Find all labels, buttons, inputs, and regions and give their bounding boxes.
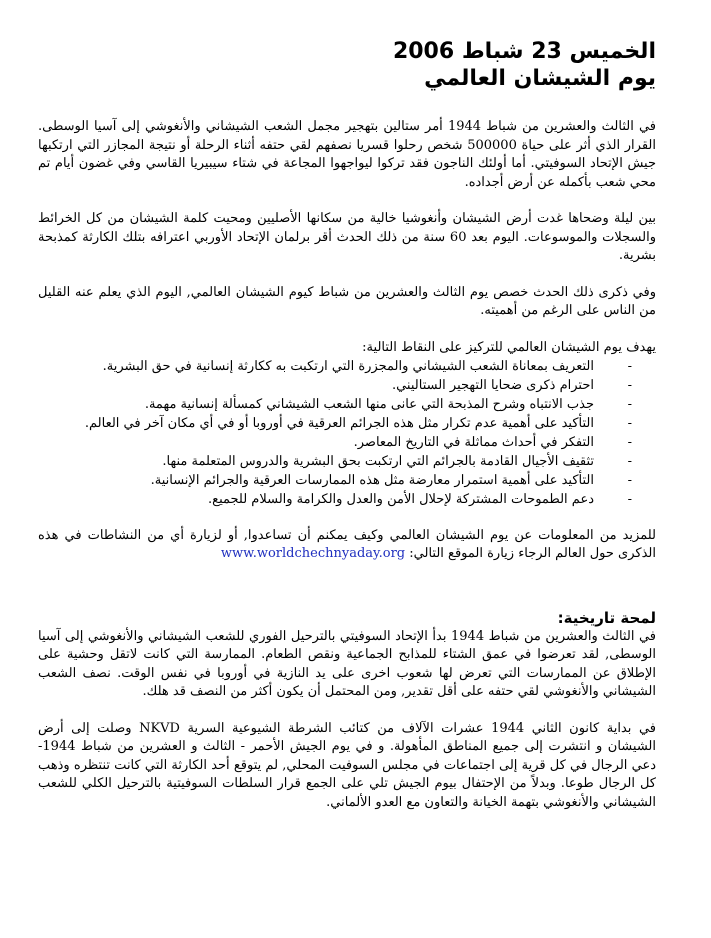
header	[38, 38, 656, 92]
goals-intro: يهدف يوم الشيشان العالمي للتركيز على النقاط التالية:	[362, 339, 656, 355]
goal-item	[38, 414, 632, 433]
intro-paragraph-1: في الثالث والعشرين من شباط 1944 أمر ستالين بتهجير مجمل الشعب الشيشاني والأنغوشي إلى آسيا الوسطى. القرار الذي أثر على حياة 500000 شخص رحلوا قسريا نصفهم لقي حتفه أثناء الرحلة أو نتيجة المجازر التي ارتكبها جيش الإتحاد السوفيتي. أما أولئك الناجون فقد تركوا ليواجهوا المجاعة في شتاء سيبيريا القاسي وفي غضون أيام تم محي شعب بأكمله عن أرض أجداده.	[38, 119, 656, 190]
bullet-dash: -	[627, 453, 632, 469]
goal-item	[38, 452, 632, 471]
intro-paragraph-3: وفي ذكرى ذلك الحدث خصص يوم الثالث والعشرين من شباط كيوم الشيشان العالمي, اليوم الذي يعلم عنه القليل من الناس على الرغم من أهميته.	[38, 284, 656, 318]
goal-text: التعريف بمعاناة الشعب الشيشاني والمجزرة التي ارتكبت به ككارثة إنسانية في حق البشرية.	[102, 358, 594, 374]
goal-text: جذب الانتباه وشرح المذبحة التي عانى منها الشعب الشيشاني كمسألة إنسانية مهمة.	[144, 396, 594, 412]
goal-item	[38, 357, 632, 376]
goal-item	[38, 376, 632, 395]
intro-paragraph-2: بين ليلة وضحاها غدت أرض الشيشان وأنغوشيا خالية من سكانها الأصليين ومحيت كلمة الشيشان من كل الخرائط والسجلات والموسوعات. اليوم بعد 60 سنة من ذلك الحدث أقر برلمان الإتحاد الأوربي اعترافه بتلك الكارثة كمذبحة بشرية.	[38, 211, 656, 263]
goal-text: التأكيد على أهمية عدم تكرار مثل هذه الجرائم العرقية في أوروبا أو في أي مكان آخر في العالم.	[84, 415, 594, 431]
bullet-dash: -	[627, 358, 632, 374]
bullet-dash: -	[627, 434, 632, 450]
more-info-label: للمزيد من المعلومات عن يوم الشيشان العالمي وكيف يمكنم أن تساعدوا, أو لزيارة أي من النشاطات في هذه الذكرى حول العالم الرجاء زيارة الموقع التالي:	[38, 527, 656, 561]
goal-text: تثقيف الأجيال القادمة بالجرائم التي ارتكبت بحق البشرية والدروس المتعلمة منها.	[162, 453, 594, 469]
bullet-dash: -	[627, 415, 632, 431]
more-info-section	[38, 527, 656, 564]
bullet-dash: -	[627, 396, 632, 412]
goal-item	[38, 433, 632, 452]
history-section	[38, 608, 656, 813]
page-title: يوم الشيشان العالمي	[424, 66, 656, 91]
more-info-text	[38, 527, 656, 564]
goal-text: دعم الطموحات المشتركة لإحلال الأمن والعدل والكرامة والسلام للجميع.	[208, 491, 594, 507]
goals-section	[38, 339, 656, 509]
date-title: الخميس 23 شباط 2006	[392, 39, 656, 64]
goal-text: التأكيد على أهمية استمرار معارضة مثل هذه الممارسات العرقية والجرائم الإنسانية.	[150, 472, 594, 488]
goal-item	[38, 395, 632, 414]
goal-item	[38, 490, 632, 509]
history-paragraph-1: في الثالث والعشرين من شباط 1944 بدأ الإتحاد السوفيتي بالترحيل الفوري للشعب الشيشاني والأنغوشي إلى آسيا الوسطى, لقد تعرضوا في عمق الشتاء للمذابح الجماعية ونقص الطعام. الممارسة التي كانت لاتقل وحشية على الإطلاق عن الممارسات التي تعرض لها شعوب اخرى على يد النازية في أوروبا في نفس الوقت. نصف الشعب الشيشاني والأنغوشي لقي حتفه على أقل تقدير, ومن المحتمل أن يكون أكثر من النصف قد هلك.	[38, 628, 657, 699]
bullet-dash: -	[627, 472, 632, 488]
bullet-dash: -	[627, 377, 632, 393]
bullet-dash: -	[627, 491, 632, 507]
website-link[interactable]: www.worldchechnyaday.org	[220, 546, 406, 561]
history-paragraph-2: في بداية كانون الثاني 1944 عشرات الآلاف من كتائب الشرطة الشيوعية السرية NKVD وصلت إلى أرض الشيشان و انتشرت إلى جميع المناطق المأهولة. و في يوم الجيش الأحمر - الثالث و العشرين من شباط 1944- دعي الرجال في كل قرية إلى اجتماعات في مجلس السوفيت المحلي, لم يتوقع أحد الكارثة التي كانت تنتظره وذهب كل الرجال طوعا. وبدلاً من الإحتفال بيوم الجيش تلي على الجمع قرار السلطات السوفيتية بالترحيل الكلي للشعب الشيشاني والأنغوشي بتهمة الخيانة والتعاون مع العدو الألماني.	[38, 720, 657, 810]
goals-list	[38, 357, 656, 509]
goal-text: التفكر في أحداث مماثلة في التاريخ المعاصر.	[353, 434, 594, 450]
goal-item	[38, 471, 632, 490]
history-heading: لمحة تاريخية:	[557, 608, 656, 627]
goal-text: احترام ذكرى ضحايا التهجير الستاليني.	[391, 377, 594, 393]
